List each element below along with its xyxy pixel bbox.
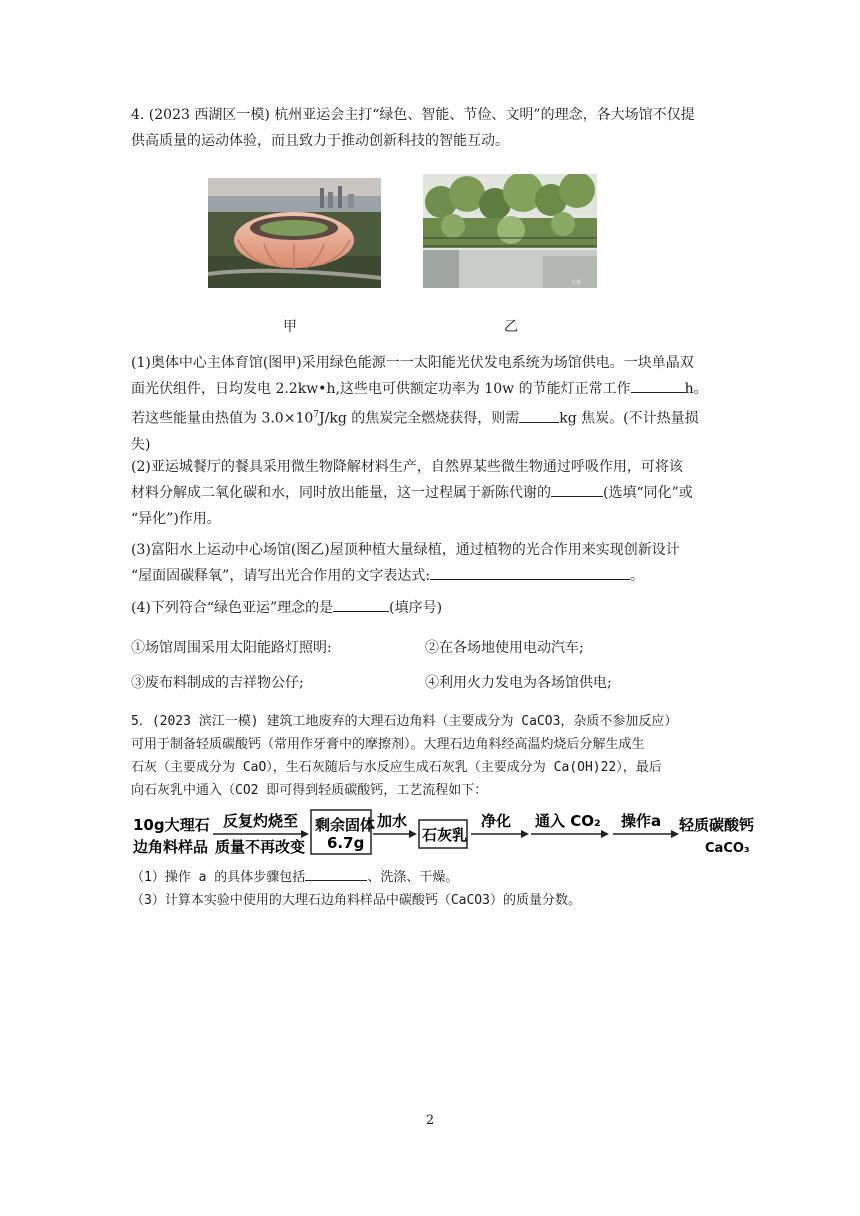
q4-p1-line2a: 面光伏组件，日均发电 2.2kw•h,这些电可供额定功率为 10w 的节能灯正常工作 (131, 381, 631, 397)
flow-arrow5-label: 操作a (621, 812, 662, 830)
flow-start-line1: 10g大理石 (133, 816, 210, 834)
q4-p2-line2: 材料分解成二氧化碳和水，同时放出能量，这一过程属于新陈代谢的 (131, 485, 551, 501)
q4-p4-line: (4)下列符合“绿色亚运”理念的是 (131, 600, 334, 616)
q4-part2 (131, 454, 731, 532)
answer-blank-metabolism[interactable] (551, 482, 603, 497)
answer-blank-operation-a[interactable] (305, 868, 367, 881)
q4-p1-line4: 失) (131, 436, 151, 453)
q4-part4 (131, 595, 731, 621)
q5-subquestions (131, 866, 751, 912)
q4-intro-line2: 供高质量的运动体验，而且致力于推动创新科技的智能互动。 (131, 133, 509, 149)
q4-p2-line3: “异化”)作用。 (131, 511, 221, 527)
q4-p3-line1: (3)富阳水上运动中心场馆(图乙)屋顶种植大量绿植，通过植物的光合作用来实现创新设计 (131, 542, 680, 558)
q4-part3 (131, 537, 731, 589)
answer-blank-options[interactable] (333, 597, 389, 612)
q4-p1-line1: (1)奥体中心主体育馆(图甲)采用绿色能源一一太阳能光伏发电系统为场馆供电。一块单晶双 (131, 355, 694, 371)
caption-yi: 乙 (504, 319, 518, 335)
answer-blank-photosynthesis[interactable] (430, 565, 630, 580)
option-1: ①场馆周围采用太阳能路灯照明: (131, 640, 332, 656)
green-roof-photo (423, 174, 597, 288)
q4-intro-line1: 4. (2023 西湖区一模) 杭州亚运会主打“绿色、智能、节俭、文明”的理念，各大场馆不仅提 (131, 107, 695, 123)
flow-box1-line1: 剩余固体 (315, 816, 376, 834)
flow-box2-label: 石灰乳 (422, 826, 468, 844)
q4-p3-line2: “屋面固碳释氧”，请写出光合作用的文字表达式: (131, 568, 431, 584)
option-3: ③废布料制成的吉祥物公仔; (131, 675, 304, 691)
stadium-photo (208, 178, 381, 288)
q5-sub1a: （1）操作 a 的具体步骤包括 (131, 870, 306, 885)
q5-line3: 石灰（主要成分为 CaO），生石灰随后与水反应生成石灰乳（主要成分为 Ca(OH)22），最后 (131, 760, 662, 775)
flow-arrow1-label-bottom: 质量不再改变 (215, 838, 306, 856)
q4-intro (131, 102, 731, 154)
flow-arrow5-head (671, 830, 679, 838)
flow-end-line1: 轻质碳酸钙 (679, 816, 755, 834)
q4-p2-line1: (2)亚运城餐厅的餐具采用微生物降解材料生产，自然界某些微生物通过呼吸作用，可将该 (131, 459, 683, 475)
answer-blank-hours[interactable] (631, 378, 685, 393)
caption-jia: 甲 (283, 319, 297, 335)
q5-line1: 5．(2023 滨江一模) 建筑工地废弃的大理石边角料（主要成分为 CaCO3，杂质不参加反应） (131, 714, 678, 729)
q5-line4: 向石灰乳中通入（CO2 即可得到轻质碳酸钙，工艺流程如下： (131, 783, 488, 798)
flow-arrow1-label-top: 反复灼烧至 (223, 812, 299, 830)
q4-p1-line2b: h。 (684, 381, 708, 397)
green-roof-photo-image (423, 174, 597, 288)
flow-arrow1-head (301, 830, 309, 838)
flow-arrow2-head (409, 830, 417, 838)
flow-start-line2: 边角料样品 (133, 838, 209, 856)
option-2: ②在各场地使用电动汽车; (425, 640, 584, 656)
page-number: 2 (425, 1113, 435, 1128)
q5-intro (131, 710, 751, 802)
stadium-photo-image (208, 178, 381, 288)
process-flow-diagram (131, 806, 755, 862)
flow-arrow3-head (521, 830, 529, 838)
photo-watermark: 头条 (571, 280, 582, 286)
q4-p1-line3b: J/kg 的焦炭完全燃烧获得，则需 (319, 410, 520, 427)
q4-p4-line-b: (填序号) (389, 600, 443, 616)
q4-part1 (131, 350, 731, 458)
q4-p3-line2b: 。 (630, 568, 645, 584)
flow-end-line2: CaCO₃ (705, 841, 750, 856)
q4-p1-line3a: 若这些能量由热值为 3.0×10 (131, 410, 314, 427)
q4-p2-line2b: (选填“同化”或 (603, 485, 693, 501)
q5-line2: 可用于制备轻质碳酸钙（常用作牙膏中的摩擦剂）。大理石边角料经高温灼烧后分解生成生 (131, 737, 645, 752)
q4-p1-line3c: kg 焦炭。(不计热量损 (559, 410, 699, 427)
q5-sub1b: 、洗涤、干燥。 (367, 870, 459, 885)
option-4: ④利用火力发电为各场馆供电; (425, 675, 612, 691)
answer-blank-coke-mass[interactable] (519, 408, 559, 423)
flow-box1-line2: 6.7g (327, 834, 365, 852)
exponent: 7 (313, 410, 319, 420)
flow-arrow3-label: 净化 (481, 812, 512, 830)
q5-sub3: （3）计算本实验中使用的大理石边角料样品中碳酸钙（CaCO3）的质量分数。 (131, 893, 581, 908)
flow-arrow2-label: 加水 (377, 812, 408, 830)
flow-arrow4-label: 通入 CO₂ (535, 812, 601, 830)
flow-arrow4-head (601, 830, 609, 838)
